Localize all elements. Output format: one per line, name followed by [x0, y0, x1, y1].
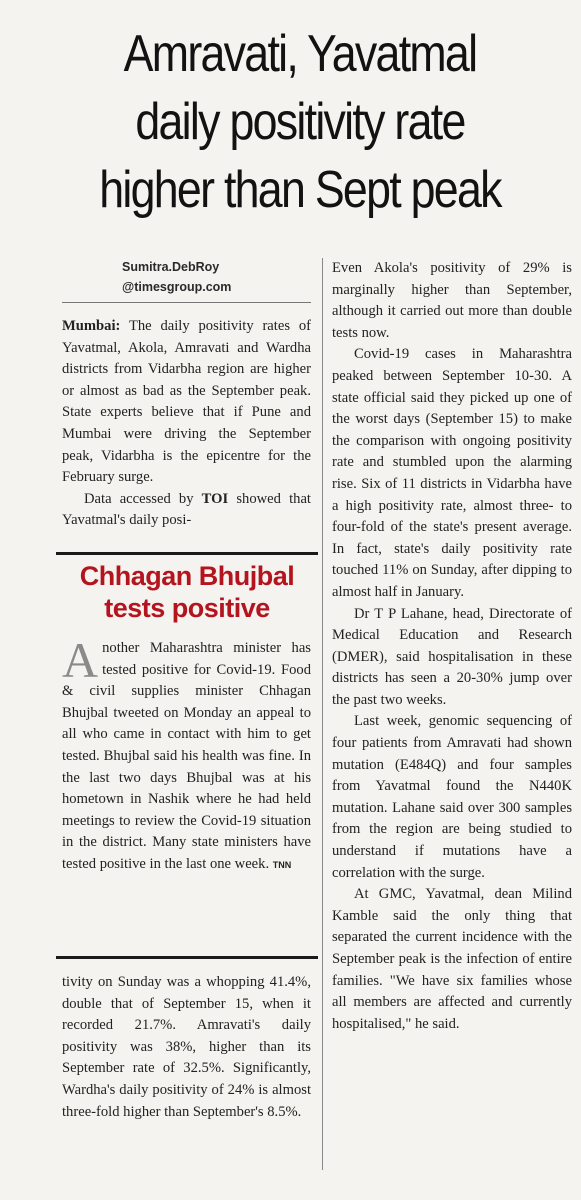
sidebar-body — [62, 632, 311, 877]
column-2-paragraph-1: Even Akola's positivity of 29% is marginally higher than September, although it carried out more than double tests now. — [332, 260, 572, 341]
drop-cap: A — [62, 632, 99, 688]
byline — [122, 257, 322, 297]
headline-line-2: daily positivity rate — [135, 93, 465, 151]
column-3-paragraph-1: tivity on Sunday was a whopping 41.4%, double that of September 15, when it recorded 21.7%. Amravati's daily positivity was 38%, higher than its September rate of 32.5%. Significantly, Wardha's daily positivity of 24% is almost three-fold higher than September's 8.5%. — [62, 974, 311, 1120]
column-1-paragraph-2-end: showed that Yavatmal's daily posi- — [62, 490, 311, 529]
column-2-paragraph-2: Covid-19 cases in Maharashtra peaked between September 10-30. A state official said they picked up one of the worst days (September 15) to make the comparison with ongoing positivity rate and stumbled upon the alarming rise. Six of 11 districts in Vidarbha have a high positivity rate, almost three- to four-fold of the state's present average. In fact, state's daily positivity rate touched 11% on Sunday, after dipping to almost half in January. — [332, 346, 572, 600]
article-column-1 — [62, 316, 311, 532]
column-2-paragraph-5: At GMC, Yavatmal, dean Milind Kamble said the only thing that separated the current incidence with the September peak is the infection of entire families. "We have six families whose all members are affected and currently hospitalised," he said. — [332, 886, 572, 1032]
column-2-paragraph-4: Last week, genomic sequencing of four patients from Amravati had shown mutation (E484Q) and four samples from Yavatmal found the N440K mutation. Lahane said over 300 samples from the region are being studied to understand if mutations have a correlation with the surge. — [332, 713, 572, 881]
sidebar-top-rule — [56, 552, 318, 555]
agency-credit: TNN — [272, 859, 292, 870]
column-1-paragraph-2-start: Data accessed by — [84, 490, 202, 507]
article-column-2 — [332, 258, 572, 1035]
toi-mention: TOI — [201, 490, 229, 507]
sidebar-text: nother Maharashtra minister has tested positive for Covid-19. Food & civil supplies minister Chhagan Bhujbal tweeted on Monday an appeal to all who came in contact with him to get tested. Bhujbal said his health was fine. In the last two days Bhujbal was at his hometown in Nashik where he had held meetings to review the Covid-19 situation in the district. Many state ministers have tested positive in the last one week. — [62, 640, 311, 872]
headline-line-3: higher than Sept peak — [99, 161, 501, 219]
byline-author: Sumitra.DebRoy — [122, 260, 220, 274]
sidebar-bottom-rule — [56, 956, 318, 959]
article-column-1-continued — [62, 972, 311, 1123]
column-1-paragraph-1: The daily positivity rates of Yavatmal, Akola, Amravati and Wardha districts from Vidarbha region are higher or almost as bad as the September peak. State experts believe that if Pune and Mumbai were driving the September peak, Vidarbha is the epicentre for the February surge. — [62, 318, 311, 486]
headline-line-1: Amravati, Yavatmal — [123, 25, 477, 83]
column-2-paragraph-3: Dr T P Lahane, head, Directorate of Medical Education and Research (DMER), said hospitalisation in these districts has seen a 20-30% jump over the past two weeks. — [332, 605, 572, 708]
sidebar-title — [56, 560, 318, 624]
headline — [76, 20, 523, 224]
byline-handle: @timesgroup.com — [122, 280, 232, 294]
column-divider — [322, 258, 323, 1170]
dateline: Mumbai: — [62, 318, 121, 334]
sidebar-title-line-2: tests positive — [104, 593, 270, 623]
sidebar-title-line-1: Chhagan Bhujbal — [79, 561, 295, 591]
byline-rule — [62, 302, 311, 303]
